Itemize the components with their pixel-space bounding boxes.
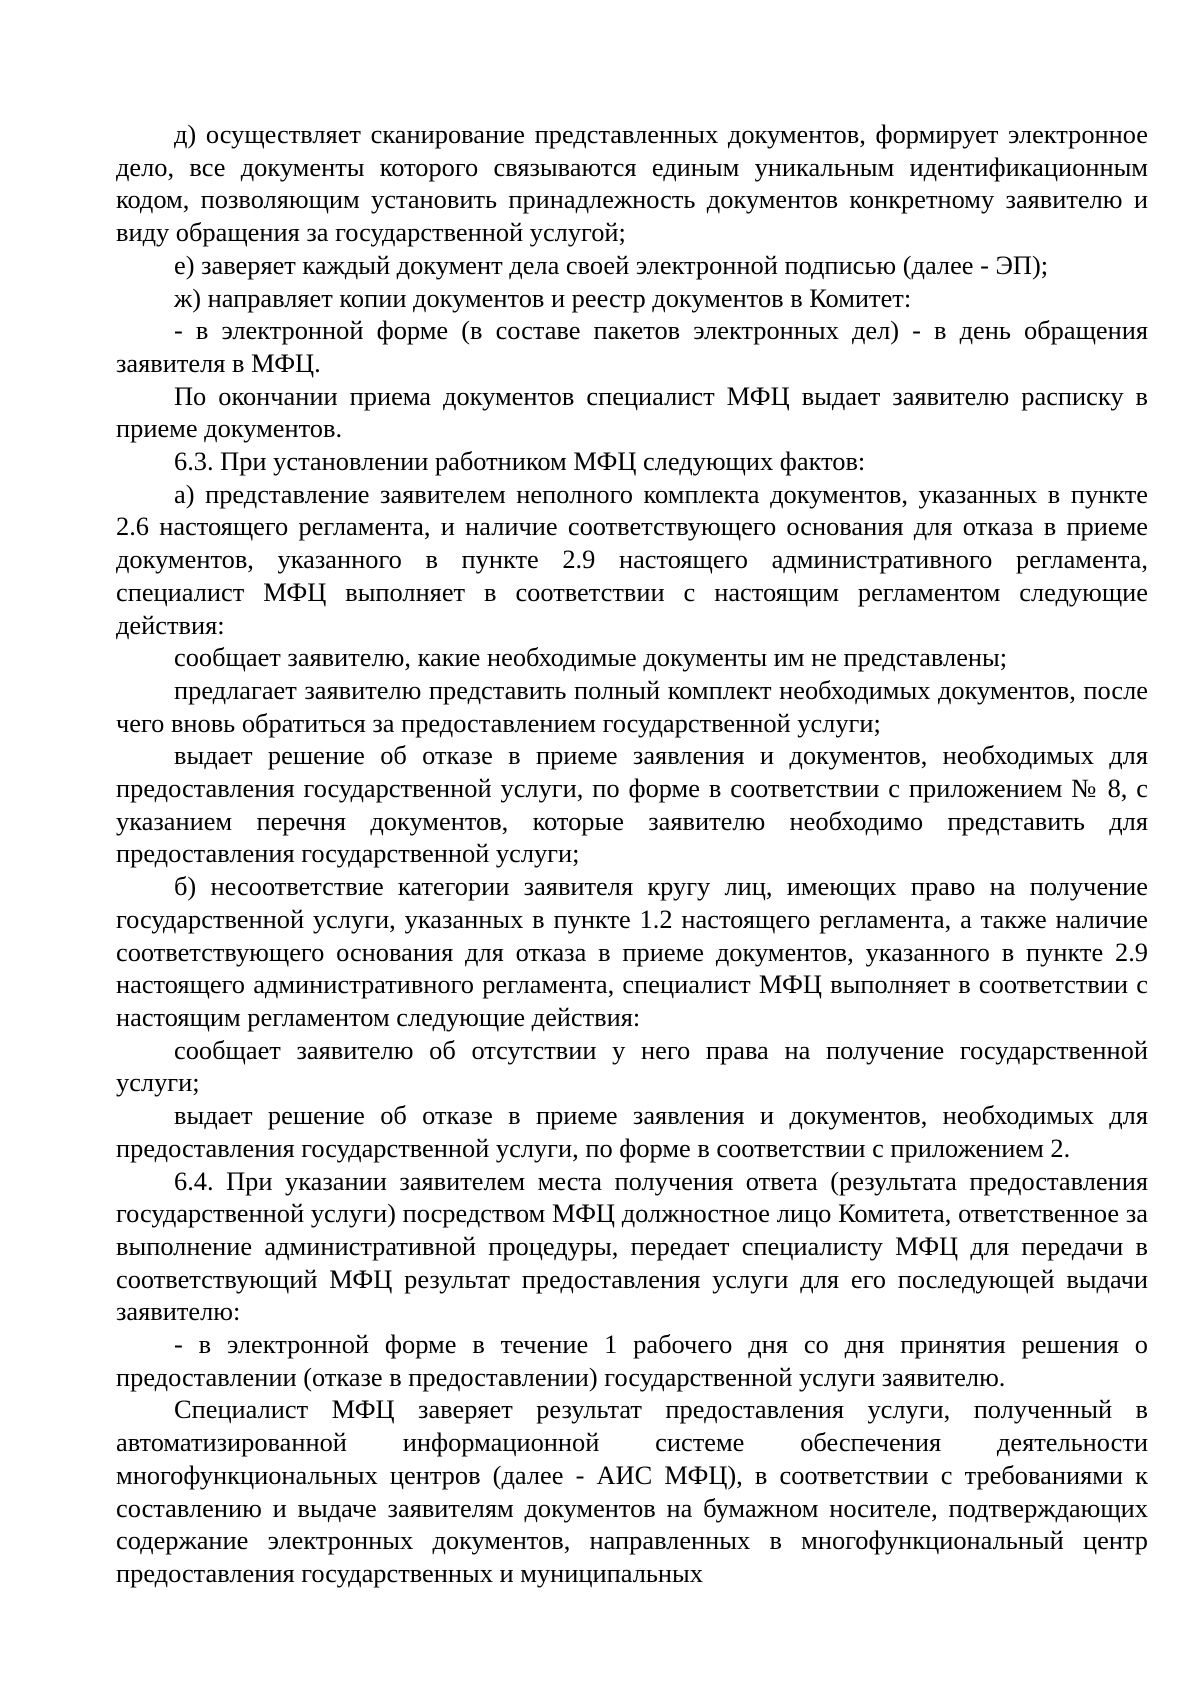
paragraph-b-category: б) несоответствие категории заявителя кругу лиц, имеющих право на получение государственной услуги, указанных в пункте 1.2 настоящего регламента, а также наличие соответствующего основания для отказа в приеме документов, указанного в пункте 2.9 настоящего административного регламента, специалист МФЦ выполняет в соответствии с настоящим регламентом следующие действия: bbox=[116, 871, 1148, 1032]
paragraph-receipt: По окончании приема документов специалист МФЦ выдает заявителю расписку в приеме документов. bbox=[116, 380, 1148, 444]
paragraph-electronic-1-day: - в электронной форме в течение 1 рабочего дня со дня принятия решения о предоставлении (отказе в предоставлении) государственной услуги заявителю. bbox=[116, 1329, 1148, 1392]
paragraph-zh-send-copies: ж) направляет копии документов и реестр документов в Комитет: bbox=[174, 282, 912, 313]
paragraph-issue-refusal-2: выдает решение об отказе в приеме заявления и документов, необходимых для предоставления государственной услуги, по форме в соответствии с приложением 2. bbox=[116, 1100, 1148, 1163]
paragraph-electronic-form: - в электронной форме (в составе пакетов электронных дел) - в день обращения заявителя в МФЦ. bbox=[116, 315, 1148, 378]
paragraph-6-4: 6.4. При указании заявителем места получения ответа (результата предоставления государственной услуги) посредством МФЦ должностное лицо Комитета, ответственное за выполнение административной процедуры, передает специалисту МФЦ для передачи в соответствующий МФЦ результат предоставления услуги для его последующей выдачи заявителю: bbox=[116, 1165, 1148, 1327]
paragraph-a-incomplete: а) представление заявителем неполного комплекта документов, указанных в пункте 2.6 настоящего регламента, и наличие соответствующего основания для отказа в приеме документов, указанного в пункте 2.9 настоящего административного регламента, специалист МФЦ выполняет в соответствии с настоящим регламентом следующие действия: bbox=[116, 478, 1148, 640]
paragraph-d-scanning: д) осуществляет сканирование представленных документов, формирует электронное дело, все документы которого связываются единым уникальным идентификационным кодом, позволяющим установить принадлежность документов конкретному заявителю и виду обращения за государственной услугой; bbox=[116, 119, 1148, 248]
document-body bbox=[116, 118, 1148, 1590]
paragraph-specialist-certifies: Специалист МФЦ заверяет результат предоставления услуги, полученный в автоматизированной информационной системе обеспечения деятельности многофункциональных центров (далее - АИС МФЦ), в соответствии с требованиями к составлению и выдаче заявителям документов на бумажном носителе, подтверждающих содержание электронных документов, направленных в многофункциональный центр предоставления государственных и муниципальных bbox=[116, 1394, 1148, 1588]
paragraph-inform-no-right: сообщает заявителю об отсутствии у него права на получение государственной услуги; bbox=[116, 1034, 1148, 1098]
paragraph-6-3: 6.3. При установлении работником МФЦ следующих фактов: bbox=[174, 446, 866, 477]
paragraph-issue-refusal-8: выдает решение об отказе в приеме заявления и документов, необходимых для предоставления государственной услуги, по форме в соответствии с приложением № 8, с указанием перечня документов, которые заявителю необходимо представить для предоставления государственной услуги; bbox=[116, 740, 1148, 869]
paragraph-offer-complete: предлагает заявителю представить полный комплект необходимых документов, после чего вновь обратиться за предоставлением государственной услуги; bbox=[116, 674, 1148, 738]
paragraph-inform-missing: сообщает заявителю, какие необходимые документы им не представлены; bbox=[174, 642, 1008, 673]
paragraph-e-signature: е) заверяет каждый документ дела своей электронной подписью (далее - ЭП); bbox=[174, 249, 1049, 280]
